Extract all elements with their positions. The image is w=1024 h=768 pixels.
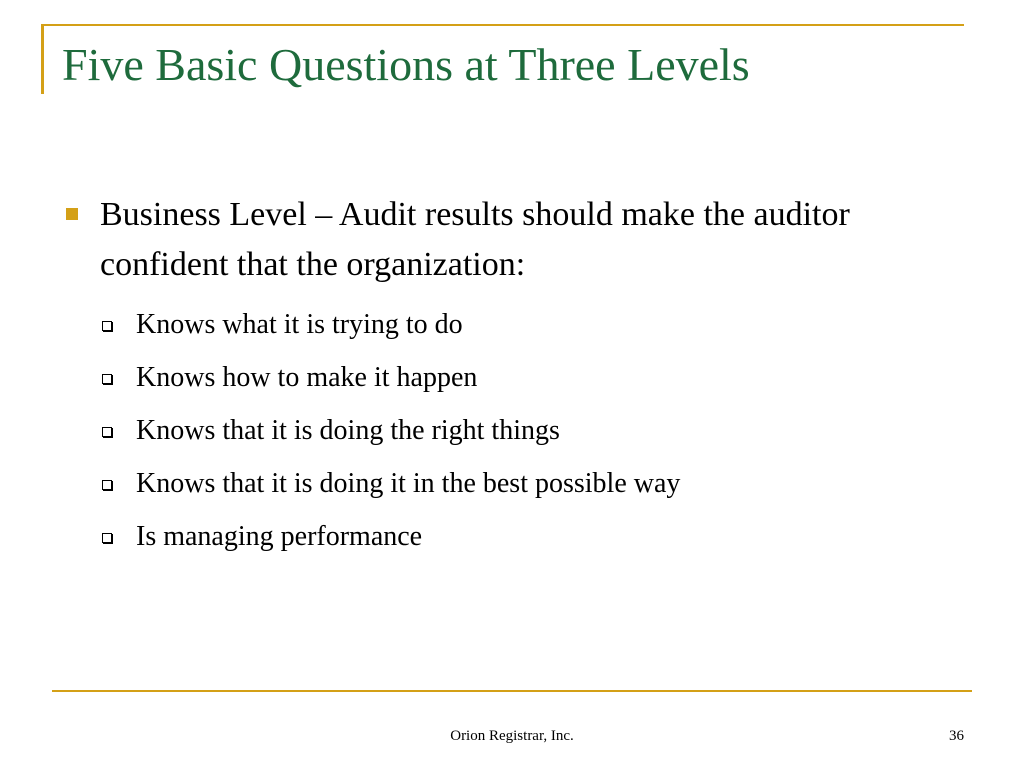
hollow-square-bullet-icon: [102, 533, 112, 543]
page-number: 36: [949, 728, 964, 744]
footer-company: Orion Registrar, Inc.: [450, 728, 574, 744]
hollow-square-bullet-icon: [102, 374, 112, 384]
sub-bullet-item: [100, 351, 942, 404]
sub-bullet-text: Knows that it is doing the right things: [136, 415, 560, 446]
sub-bullet-list: [62, 298, 942, 563]
hollow-square-bullet-icon: [102, 480, 112, 490]
sub-bullet-text: Knows that it is doing it in the best possible way: [136, 468, 681, 499]
hollow-square-bullet-icon: [102, 321, 112, 331]
bullet-text: Business Level – Audit results should make the auditor confident that the organization:: [100, 196, 850, 283]
filled-square-bullet-icon: [66, 208, 78, 220]
frame-left-bar: [41, 24, 44, 94]
bullet-item: [62, 190, 942, 290]
hollow-square-bullet-icon: [102, 427, 112, 437]
sub-bullet-text: Is managing performance: [136, 521, 423, 552]
sub-bullet-item: [100, 510, 942, 563]
sub-bullet-text: Knows what it is trying to do: [136, 309, 463, 340]
frame-top-line: [42, 24, 964, 26]
sub-bullet-item: [100, 457, 942, 510]
sub-bullet-text: Knows how to make it happen: [136, 362, 478, 393]
sub-bullet-item: [100, 404, 942, 457]
slide-title: Five Basic Questions at Three Levels: [62, 39, 750, 90]
sub-bullet-item: [100, 298, 942, 351]
footer-divider: [52, 690, 972, 692]
slide-content: [62, 190, 942, 563]
